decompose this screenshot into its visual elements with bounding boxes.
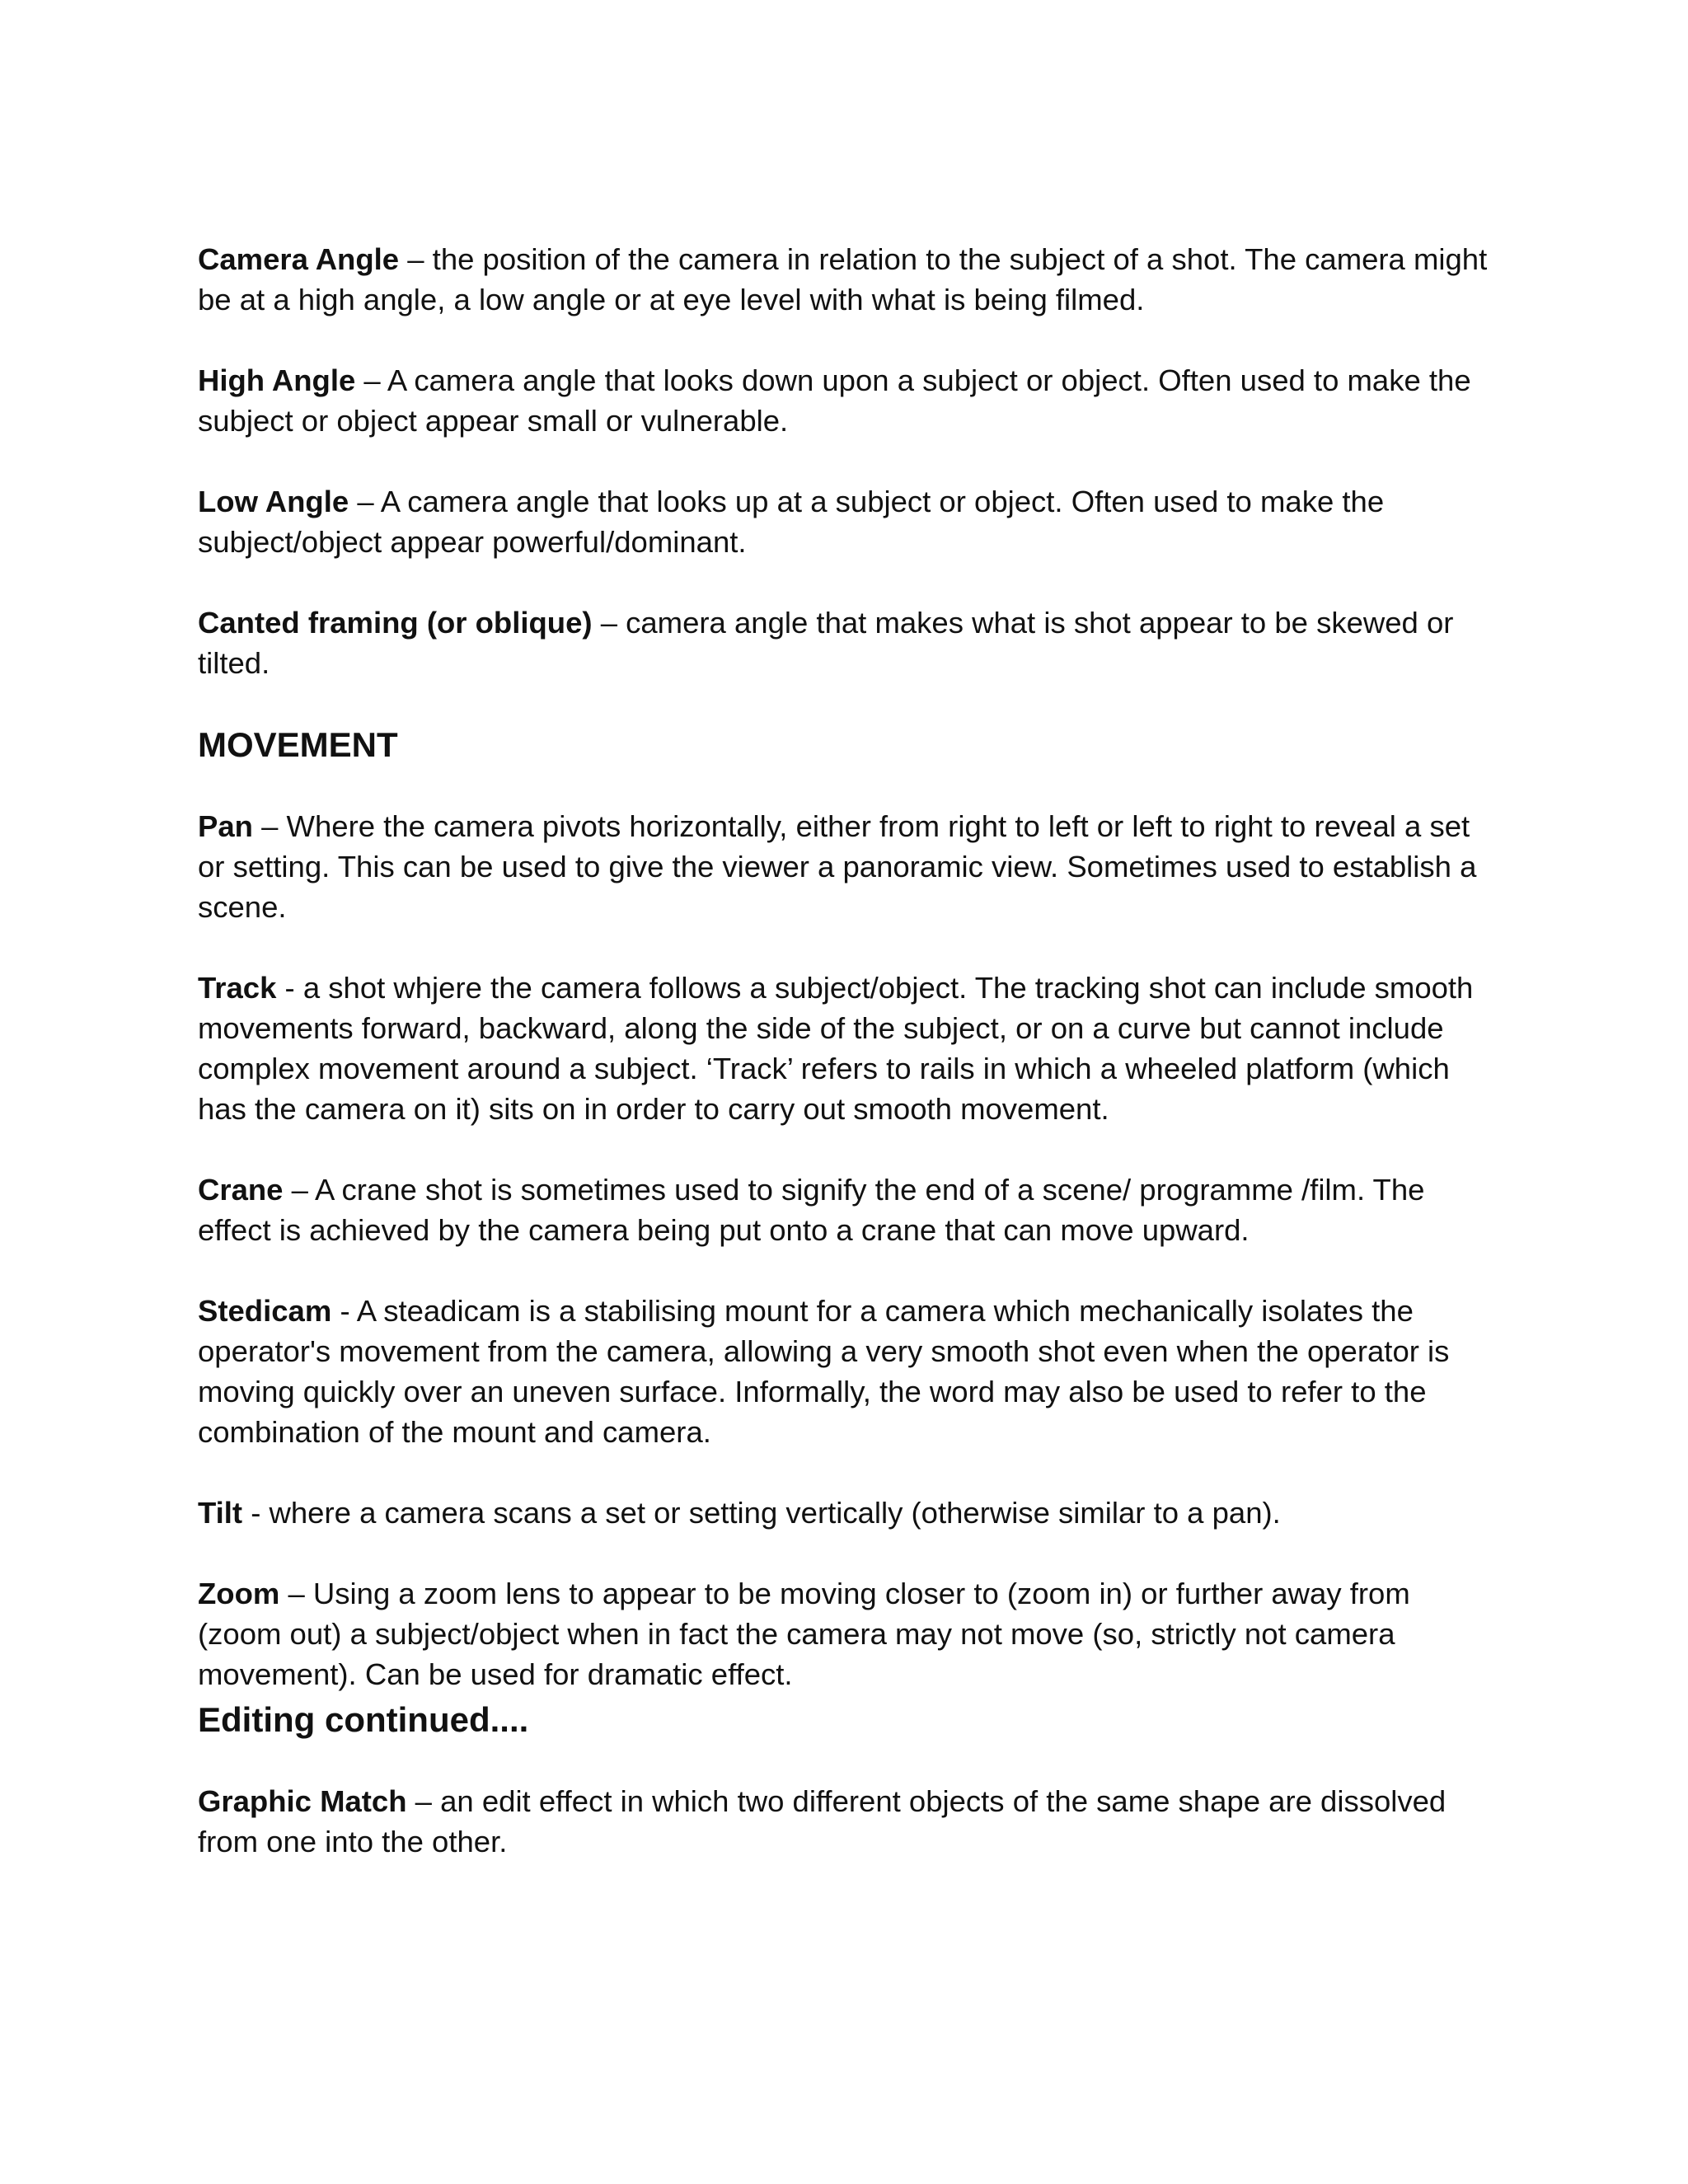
entry-definition: – Using a zoom lens to appear to be moving closer to (zoom in) or further away from (zoom out) a subject/object when in fact the camera may not move (so, strictly not camera movement). Can be used for dramatic effect.: [198, 1577, 1410, 1691]
entry-crane: [198, 1169, 1492, 1250]
entry-low-angle: [198, 481, 1492, 562]
entry-definition: – A camera angle that looks up at a subject or object. Often used to make the subject/object appear powerful/dominant.: [198, 485, 1385, 559]
entry-definition: – A camera angle that looks down upon a subject or object. Often used to make the subject or object appear small or vulnerable.: [198, 363, 1471, 438]
entry-definition: - a shot whjere the camera follows a subject/object. The tracking shot can include smooth movements forward, backward, along the side of the subject, or on a curve but cannot include complex movement around a subject. ‘Track’ refers to rails in which a wheeled platform (which has the camera on it) sits on in order to carry out smooth movement.: [198, 971, 1474, 1126]
entry-definition: – A crane shot is sometimes used to signify the end of a scene/ programme /film. The effect is achieved by the camera being put onto a crane that can move upward.: [198, 1173, 1425, 1247]
entry-term: High Angle: [198, 363, 356, 397]
entry-definition: - A steadicam is a stabilising mount for a camera which mechanically isolates the operator's movement from the camera, allowing a very smooth shot even when the operator is moving quickly over an uneven surface. Informally, the word may also be used to refer to the combination of the mount and camera.: [198, 1294, 1450, 1449]
entry-term: Low Angle: [198, 485, 349, 518]
entry-canted-framing: [198, 602, 1492, 683]
entry-term: Crane: [198, 1173, 284, 1207]
entry-pan: [198, 806, 1492, 927]
entry-graphic-match: [198, 1781, 1492, 1862]
entry-track: [198, 968, 1492, 1129]
editing-heading: Editing continued....: [198, 1700, 529, 1739]
entry-stedicam: [198, 1291, 1492, 1452]
movement-heading: MOVEMENT: [198, 725, 398, 764]
entry-term: Zoom: [198, 1577, 280, 1610]
entry-tilt: [198, 1493, 1492, 1533]
document-page: [198, 239, 1492, 1902]
entry-term: Pan: [198, 809, 253, 843]
entry-term: Graphic Match: [198, 1784, 407, 1818]
entry-definition: – camera angle that makes what is shot appear to be skewed or tilted.: [198, 606, 1454, 680]
entry-high-angle: [198, 360, 1492, 441]
entry-camera-angle: [198, 239, 1492, 320]
entry-definition: - where a camera scans a set or setting vertically (otherwise similar to a pan).: [242, 1496, 1281, 1530]
entry-term: Canted framing (or oblique): [198, 606, 593, 640]
entry-definition: – Where the camera pivots horizontally, either from right to left or left to right to reveal a set or setting. This can be used to give the viewer a panoramic view. Sometimes used to establish a scene.: [198, 809, 1477, 924]
entry-term: Camera Angle: [198, 242, 400, 276]
entry-definition: – an edit effect in which two different objects of the same shape are dissolved from one into the other.: [198, 1784, 1447, 1858]
entry-term: Tilt: [198, 1496, 243, 1530]
entry-zoom: [198, 1573, 1492, 1694]
entry-definition: – the position of the camera in relation to the subject of a shot. The camera might be at a high angle, a low angle or at eye level with what is being filmed.: [198, 242, 1488, 316]
entry-term: Stedicam: [198, 1294, 332, 1328]
entry-term: Track: [198, 971, 277, 1005]
